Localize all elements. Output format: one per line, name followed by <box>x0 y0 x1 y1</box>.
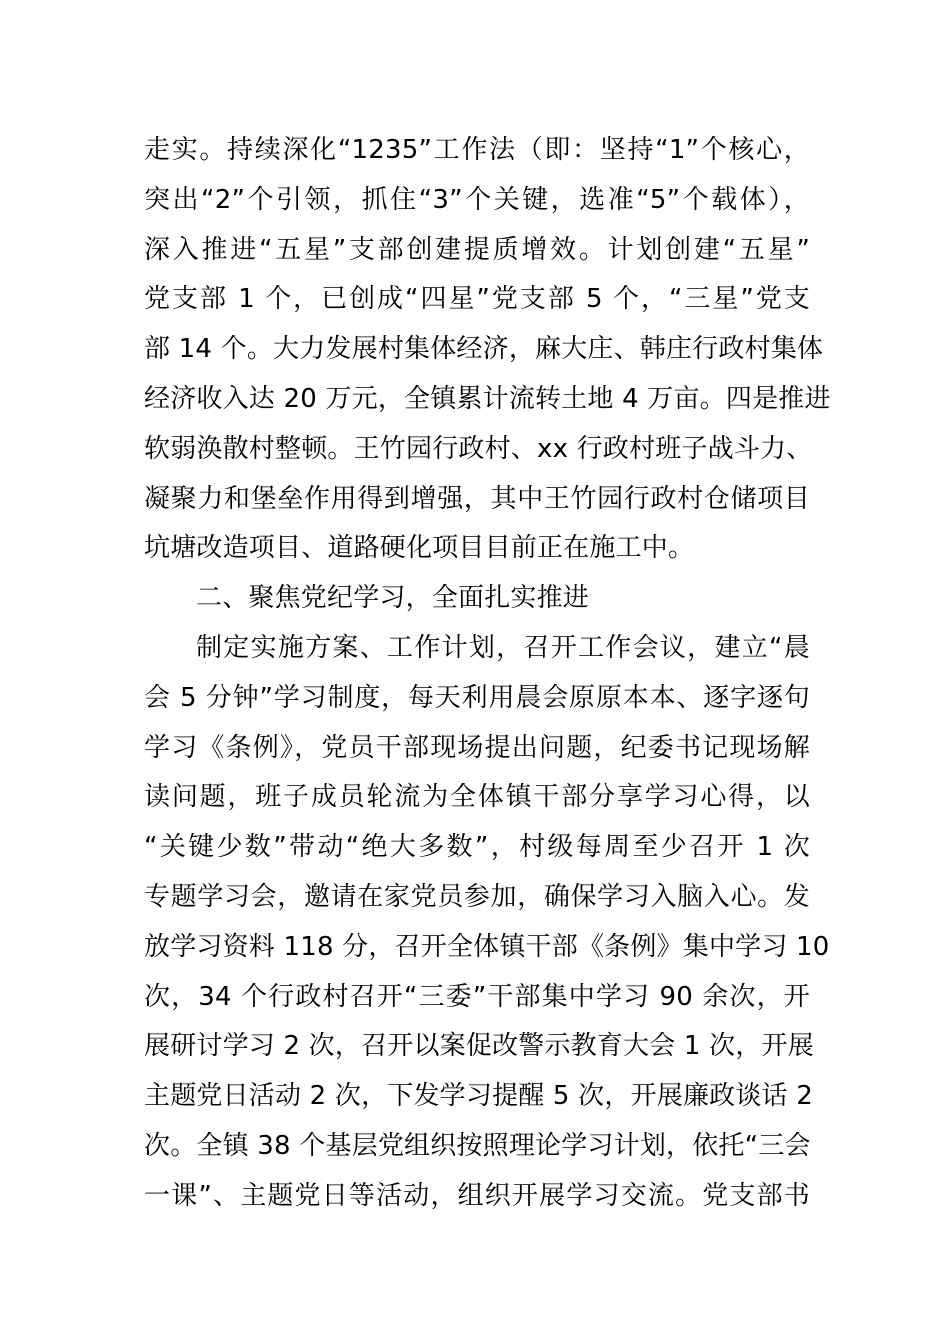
text-line: 次，34 个行政村召开“三委”干部集中学习 90 余次，开 <box>144 981 810 1012</box>
text-line: 坑塘改造项目、道路硬化项目目前正在施工中。 <box>144 533 695 564</box>
section-heading: 二、聚焦党纪学习，全面扎实推进 <box>196 583 590 614</box>
text-line: 专题学习会，邀请在家党员参加，确保学习入脑入心。发 <box>144 881 810 912</box>
text-line: 主题党日活动 2 次，下发学习提醒 5 次，开展廉政谈话 2 <box>144 1081 813 1112</box>
text-line: 凝聚力和堡垒作用得到增强，其中王竹园行政村仓储项目 <box>144 483 810 514</box>
text-line: 软弱涣散村整顿。王竹园行政村、xx 行政村班子战斗力、 <box>144 433 813 464</box>
text-line: 制定实施方案、工作计划，召开工作会议，建立“晨 <box>196 632 810 663</box>
text-line: 经济收入达 20 万元，全镇累计流转土地 4 万亩。四是推进 <box>144 383 831 414</box>
text-line: 放学习资料 118 分，召开全体镇干部《条例》集中学习 10 <box>144 931 830 962</box>
text-line: 部 14 个。大力发展村集体经济，麻大庄、韩庄行政村集体 <box>144 334 824 365</box>
text-line: 走实。持续深化“1235”工作法（即：坚持“1”个核心， <box>144 135 810 165</box>
text-line: 学习《条例》，党员干部现场提出问题，纪委书记现场解 <box>144 732 810 763</box>
text-line: 党支部 1 个，已创成“四星”党支部 5 个，“三星”党支 <box>144 284 810 315</box>
text-line: 深入推进“五星”支部创建提质增效。计划创建“五星” <box>144 234 810 265</box>
text-line: 突出“2”个引领，抓住“3”个关键，选准“5”个载体）， <box>144 184 810 215</box>
text-line: 展研讨学习 2 次，召开以案促改警示教育大会 1 次，开展 <box>144 1031 814 1062</box>
text-line: 一课”、主题党日等活动，组织开展学习交流。党支部书 <box>144 1180 810 1211</box>
text-line: 会 5 分钟”学习制度，每天利用晨会原原本本、逐字逐句 <box>144 682 810 713</box>
document-body <box>144 126 831 1222</box>
text-line: 读问题，班子成员轮流为全体镇干部分享学习心得，以 <box>144 782 810 813</box>
text-line: 次。全镇 38 个基层党组织按照理论学习计划，依托“三会 <box>144 1130 811 1161</box>
text-line: “关键少数”带动“绝大多数”，村级每周至少召开 1 次 <box>144 832 810 863</box>
